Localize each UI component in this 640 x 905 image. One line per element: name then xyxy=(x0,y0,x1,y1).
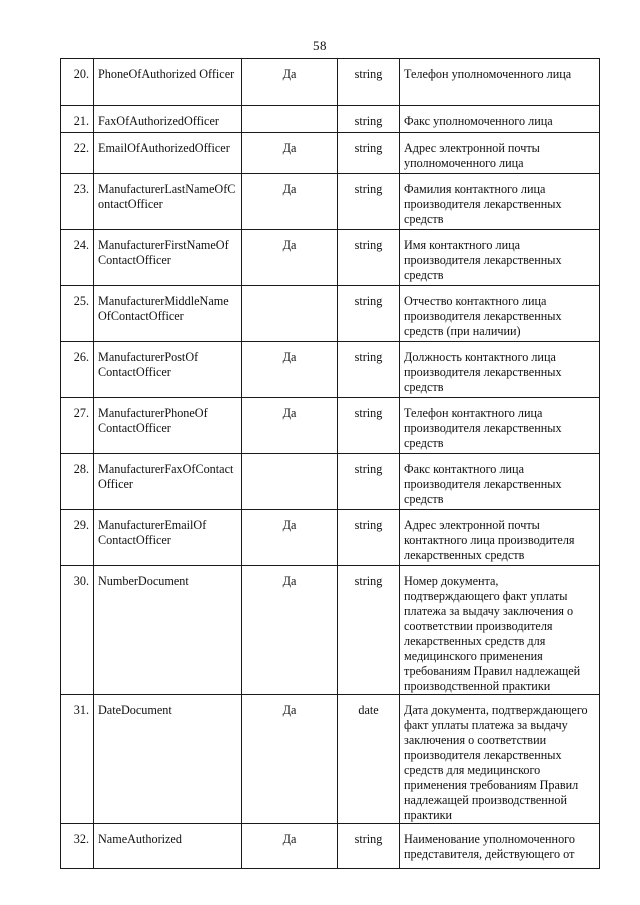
required-flag: Да xyxy=(242,695,338,824)
data-element-table xyxy=(60,58,600,869)
data-type: string xyxy=(338,230,400,286)
element-description: Должность контактного лица производителя лекарственных средств xyxy=(400,342,600,398)
table-row xyxy=(61,59,600,106)
data-type: string xyxy=(338,133,400,174)
row-number: 26. xyxy=(61,342,94,398)
data-type: string xyxy=(338,342,400,398)
table-row xyxy=(61,398,600,454)
required-flag xyxy=(242,106,338,133)
row-number: 30. xyxy=(61,566,94,695)
element-name: NumberDocument xyxy=(94,566,242,695)
element-name: FaxOfAuthorizedOfficer xyxy=(94,106,242,133)
element-description: Факс контактного лица производителя лекарственных средств xyxy=(400,454,600,510)
row-number: 23. xyxy=(61,174,94,230)
row-number: 20. xyxy=(61,59,94,106)
row-number: 25. xyxy=(61,286,94,342)
required-flag: Да xyxy=(242,59,338,106)
data-type: date xyxy=(338,695,400,824)
table-row xyxy=(61,695,600,824)
row-number: 21. xyxy=(61,106,94,133)
row-number: 31. xyxy=(61,695,94,824)
element-description: Отчество контактного лица производителя лекарственных средств (при наличии) xyxy=(400,286,600,342)
element-description: Адрес электронной почты контактного лица производителя лекарственных средств xyxy=(400,510,600,566)
table-row xyxy=(61,106,600,133)
element-name: EmailOfAuthorizedOfficer xyxy=(94,133,242,174)
data-type: string xyxy=(338,398,400,454)
required-flag: Да xyxy=(242,342,338,398)
table-row xyxy=(61,133,600,174)
table-row xyxy=(61,566,600,695)
required-flag: Да xyxy=(242,824,338,869)
element-name: ManufacturerFaxOfContact Officer xyxy=(94,454,242,510)
element-name: ManufacturerPhoneOf ContactOfficer xyxy=(94,398,242,454)
element-description: Фамилия контактного лица производителя лекарственных средств xyxy=(400,174,600,230)
row-number: 32. xyxy=(61,824,94,869)
required-flag: Да xyxy=(242,566,338,695)
row-number: 27. xyxy=(61,398,94,454)
element-name: ManufacturerLastNameOfC ontactOfficer xyxy=(94,174,242,230)
table-row xyxy=(61,510,600,566)
row-number: 28. xyxy=(61,454,94,510)
required-flag: Да xyxy=(242,398,338,454)
table-row xyxy=(61,342,600,398)
element-name: ManufacturerEmailOf ContactOfficer xyxy=(94,510,242,566)
data-type: string xyxy=(338,824,400,869)
element-description: Адрес электронной почты уполномоченного лица xyxy=(400,133,600,174)
data-type: string xyxy=(338,510,400,566)
element-description: Наименование уполномоченного представителя, действующего от xyxy=(400,824,600,869)
table-row xyxy=(61,174,600,230)
element-description: Номер документа, подтверждающего факт уплаты платежа за выдачу заключения о соответствии производителя лекарственных средств для медицинского применения требованиям Правил надлежащей производственной практики xyxy=(400,566,600,695)
data-type: string xyxy=(338,454,400,510)
element-description: Факс уполномоченного лица xyxy=(400,106,600,133)
required-flag xyxy=(242,286,338,342)
required-flag xyxy=(242,454,338,510)
element-name: ManufacturerPostOf ContactOfficer xyxy=(94,342,242,398)
data-type: string xyxy=(338,174,400,230)
required-flag: Да xyxy=(242,230,338,286)
element-description: Дата документа, подтверждающего факт уплаты платежа за выдачу заключения о соответствии производителя лекарственных средств для медицинского применения требованиям Правил надлежащей производственной практики xyxy=(400,695,600,824)
required-flag: Да xyxy=(242,174,338,230)
row-number: 29. xyxy=(61,510,94,566)
table-row xyxy=(61,286,600,342)
element-name: PhoneOfAuthorized Officer xyxy=(94,59,242,106)
table-row xyxy=(61,230,600,286)
element-description: Телефон уполномоченного лица xyxy=(400,59,600,106)
data-type: string xyxy=(338,106,400,133)
row-number: 22. xyxy=(61,133,94,174)
element-name: DateDocument xyxy=(94,695,242,824)
required-flag: Да xyxy=(242,133,338,174)
element-description: Телефон контактного лица производителя лекарственных средств xyxy=(400,398,600,454)
row-number: 24. xyxy=(61,230,94,286)
required-flag: Да xyxy=(242,510,338,566)
page-number: 58 xyxy=(313,38,327,53)
table-row xyxy=(61,824,600,869)
element-name: ManufacturerFirstNameOf ContactOfficer xyxy=(94,230,242,286)
data-type: string xyxy=(338,59,400,106)
data-type: string xyxy=(338,566,400,695)
element-name: NameAuthorized xyxy=(94,824,242,869)
element-name: ManufacturerMiddleName OfContactOfficer xyxy=(94,286,242,342)
element-description: Имя контактного лица производителя лекарственных средств xyxy=(400,230,600,286)
data-type: string xyxy=(338,286,400,342)
table-row xyxy=(61,454,600,510)
